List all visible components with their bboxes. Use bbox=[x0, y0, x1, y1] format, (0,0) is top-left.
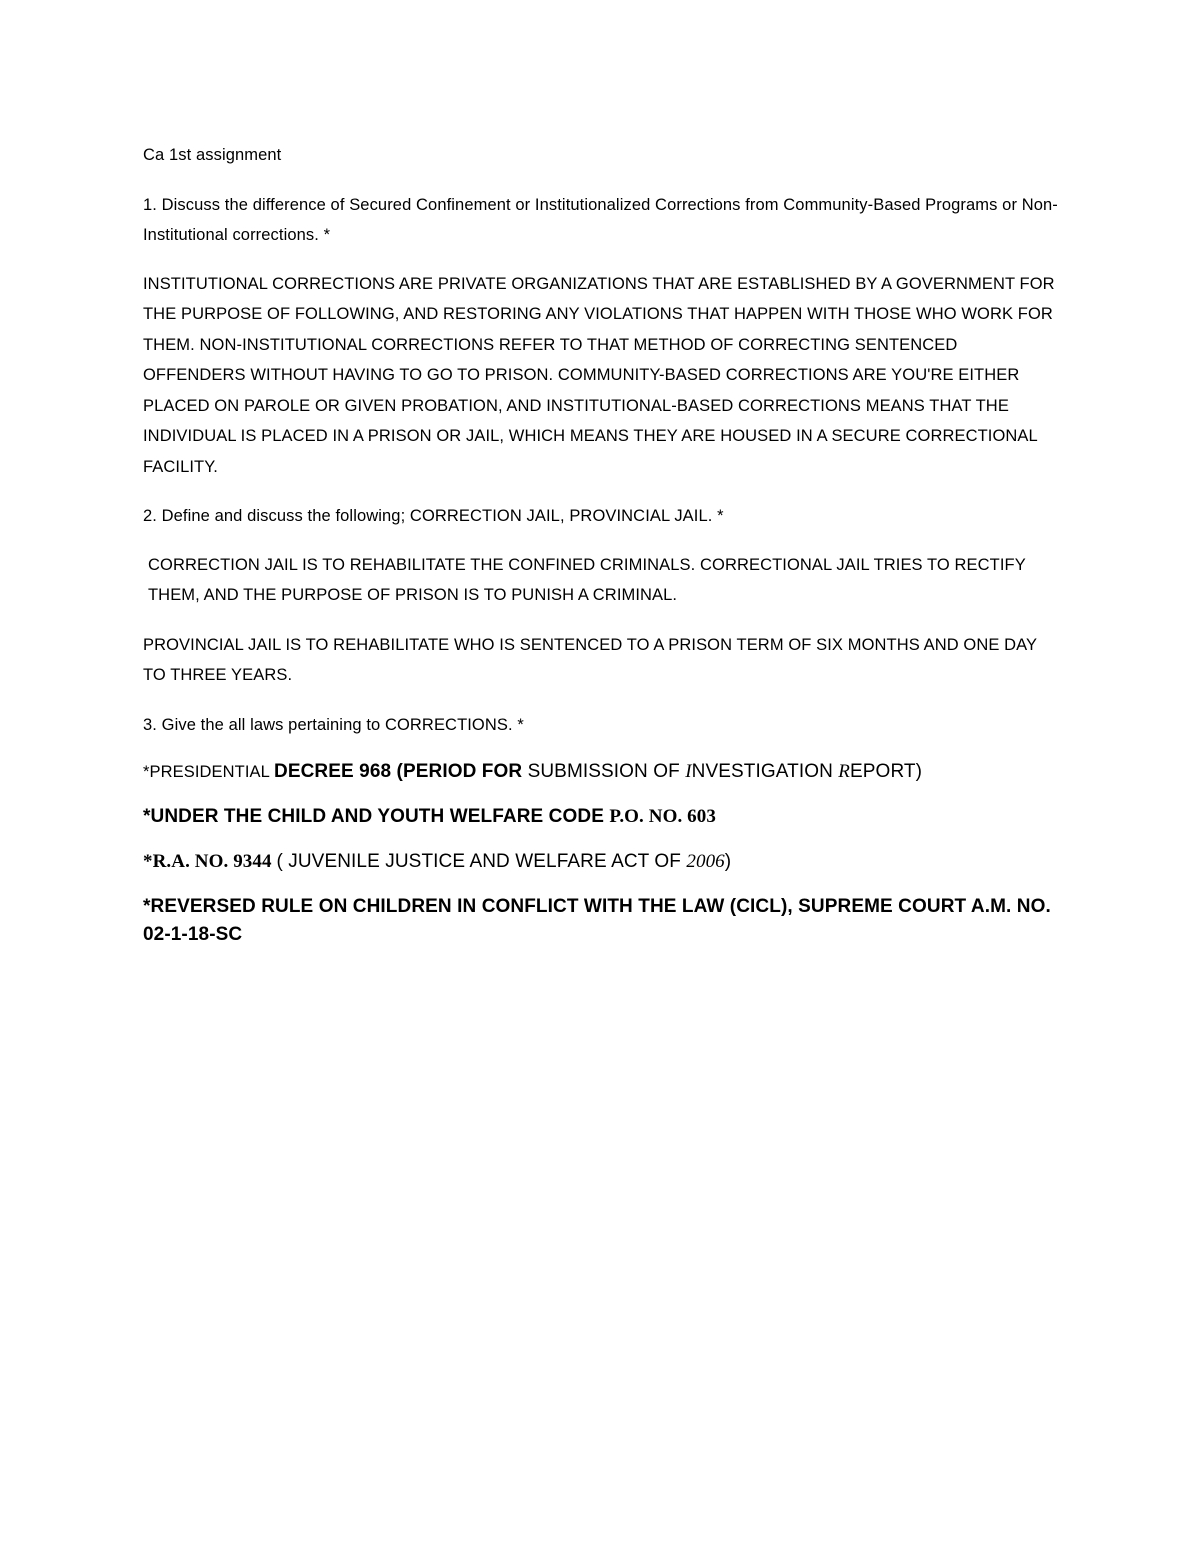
question-1: 1. Discuss the difference of Secured Confinement or Institutionalized Corrections from Community-Based Programs or Non-Institutional corrections. * bbox=[143, 195, 1058, 244]
law-item-pd-968: *PRESIDENTIAL DECREE 968 (PERIOD FOR SUBMISSION OF INVESTIGATION REPORT) bbox=[143, 761, 923, 782]
answer-1: INSTITUTIONAL CORRECTIONS ARE PRIVATE ORGANIZATIONS THAT ARE ESTABLISHED BY A GOVERNMENT FOR THE PURPOSE OF FOLLOWING, AND RESTORING ANY VIOLATIONS THAT HAPPEN WITH THOSE WHO WORK FOR THEM. NON-INSTITUTIONAL CORRECTIONS REFER TO THAT METHOD OF CORRECTING SENTENCED OFFENDERS WITHOUT HAVING TO GO TO PRISON. COMMUNITY-BASED CORRECTIONS ARE YOU'RE EITHER PLACED ON PAROLE OR GIVEN PROBATION, AND INSTITUTIONAL-BASED CORRECTIONS MEANS THAT THE INDIVIDUAL IS PLACED IN A PRISON OR JAIL, WHICH MEANS THEY ARE HOUSED IN A SECURE CORRECTIONAL FACILITY. bbox=[143, 274, 1055, 476]
law-item-ra-9344: *R.A. NO. 9344 ( JUVENILE JUSTICE AND WELFARE ACT OF 2006) bbox=[143, 851, 732, 872]
answer-2-provincial-jail: PROVINCIAL JAIL IS TO REHABILITATE WHO IS SENTENCED TO A PRISON TERM OF SIX MONTHS AND ONE DAY TO THREE YEARS. bbox=[143, 635, 1037, 684]
question-2: 2. Define and discuss the following; CORRECTION JAIL, PROVINCIAL JAIL. * bbox=[143, 507, 724, 525]
answer-2-correction-jail: CORRECTION JAIL IS TO REHABILITATE THE CONFINED CRIMINALS. CORRECTIONAL JAIL TRIES TO RECTIFY THEM, AND THE PURPOSE OF PRISON IS TO PUNISH A CRIMINAL. bbox=[148, 555, 1026, 604]
document-title: Ca 1st assignment bbox=[143, 146, 282, 164]
law-item-cicl-rule: *REVERSED RULE ON CHILDREN IN CONFLICT WITH THE LAW (CICL), SUPREME COURT A.M. NO. 02-1-18-SC bbox=[143, 896, 1051, 945]
question-3: 3. Give the all laws pertaining to CORRECTIONS. * bbox=[143, 715, 524, 734]
document-page bbox=[143, 140, 1063, 966]
law-item-child-youth-welfare-code: *UNDER THE CHILD AND YOUTH WELFARE CODE P.O. NO. 603 bbox=[143, 806, 716, 827]
